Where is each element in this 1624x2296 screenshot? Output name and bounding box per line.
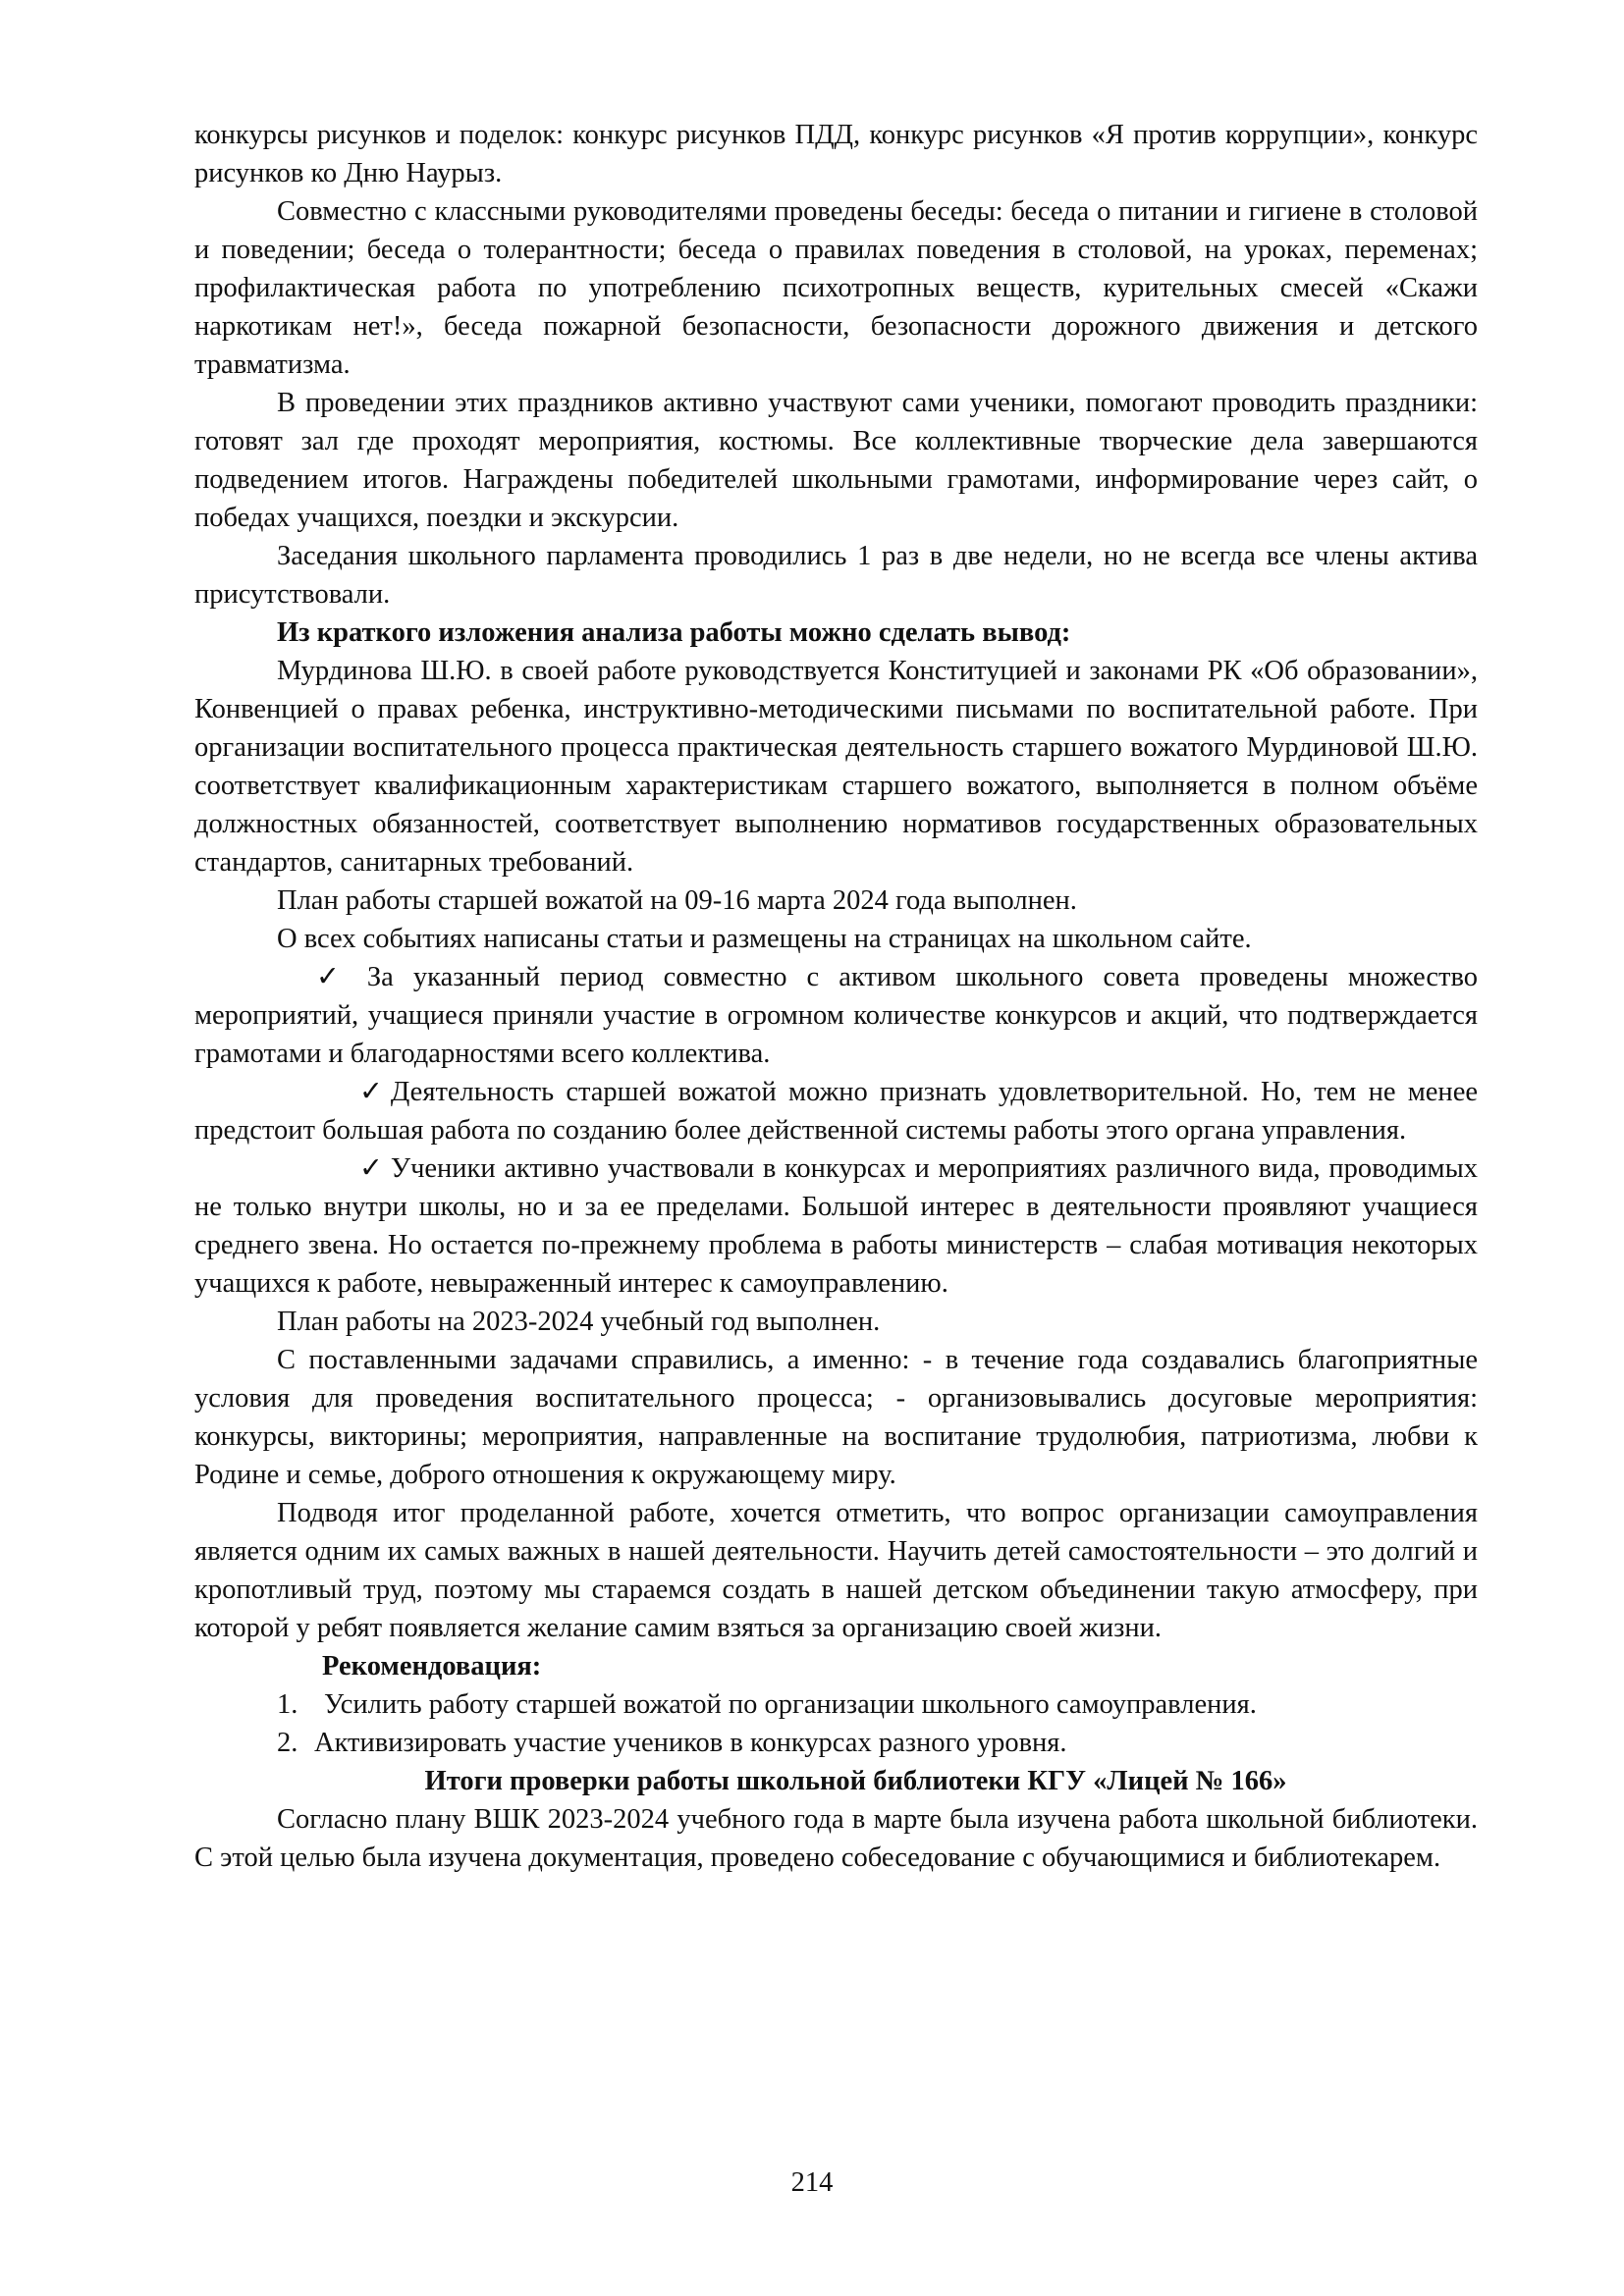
page-number: 214 (790, 2167, 834, 2198)
paragraph-summary: Подводя итог проделанной работе, хочется отметить, что вопрос организации самоуправления является одним их самых важных в нашей деятельности. Научить детей самостоятельности – это долгий и кропотливый труд, поэтому мы стараемся создать в нашей детском объединении такую атмосферу, при которой у ребят появляется желание самим взяться за организацию своей жизни. (194, 1498, 1478, 1643)
paragraph-contests: конкурсы рисунков и поделок: конкурс рисунков ПДД, конкурс рисунков «Я против коррупции», конкурс рисунков ко Дню Наурыз. (194, 120, 1478, 188)
check-item-text: Ученики активно участвовали в конкурсах и мероприятиях различного вида, проводимых не только внутри школы, но и за ее пределами. Большой интерес в деятельности проявляют учащиеся среднего звена. Но остается по-прежнему проблема в работы министерств – слабая мотивация некоторых учащихся к работе, невыраженный интерес к самоуправлению. (194, 1153, 1478, 1299)
recommendation-list (194, 1685, 1478, 1762)
list-number: 1. (277, 1689, 298, 1720)
check-item-text: За указанный период совместно с активом школьного совета проведены множество мероприятий, учащиеся приняли участие в огромном количестве конкурсов и акций, что подтверждается грамотами и благодарностями всего коллектива. (194, 962, 1478, 1069)
check-item (194, 1149, 1478, 1303)
recommendation-item (194, 1685, 1478, 1724)
checkmark-icon: ✓ (359, 1153, 383, 1184)
check-item-text: Деятельность старшей вожатой можно признать удовлетворительной. Но, тем не менее предстоит большая работа по созданию более действенной системы работы этого органа управления. (194, 1077, 1478, 1146)
paragraph-library: Согласно плану ВШК 2023-2024 учебного года в марте была изучена работа школьной библиотеки. С этой целью была изучена документация, проведено собеседование с обучающимися и библиотекарем. (194, 1804, 1478, 1873)
conclusion-heading: Из краткого изложения анализа работы можно сделать вывод: (277, 617, 1071, 648)
paragraph-conversations: Совместно с классными руководителями проведены беседы: беседа о питании и гигиене в столовой и поведении; беседа о толерантности; беседа о правилах поведения в столовой, на уроках, переменах; профилактическая работа по употреблению психотропных веществ, курительных смесей «Скажи наркотикам нет!», беседа пожарной безопасности, безопасности дорожного движения и детского травматизма. (194, 196, 1478, 380)
recommendation-heading: Рекомендовация: (322, 1651, 542, 1682)
check-item (194, 1073, 1478, 1149)
paragraph-murdinova: Мурдинова Ш.Ю. в своей работе руководствуется Конституцией и законами РК «Об образовании», Конвенцией о правах ребенка, инструктивно-методическими письмами по воспитательной работе. При организации воспитательного процесса практическая деятельность старшего вожатого Мурдиновой Ш.Ю. соответствует квалификационным характеристикам старшего вожатого, выполняется в полном объёме должностных обязанностей, соответствует выполнению нормативов государственных образовательных стандартов, санитарных требований. (194, 656, 1478, 878)
recommendation-item (194, 1724, 1478, 1762)
check-item (194, 958, 1478, 1073)
checkmark-icon: ✓ (359, 1077, 383, 1107)
recommendation-text: Активизировать участие учеников в конкурсах разного уровня. (314, 1728, 1067, 1758)
checkmark-icon: ✓ (316, 962, 340, 992)
paragraph-parliament: Заседания школьного парламента проводились 1 раз в две недели, но не всегда все члены актива присутствовали. (194, 541, 1478, 610)
list-number: 2. (277, 1728, 298, 1758)
paragraph-plan-march: План работы старшей вожатой на 09-16 марта 2024 года выполнен. (277, 885, 1077, 916)
document-page (194, 116, 1478, 1877)
paragraph-plan-year: План работы на 2023-2024 учебный год выполнен. (277, 1307, 881, 1337)
paragraph-articles: О всех событиях написаны статьи и размещены на страницах на школьном сайте. (277, 924, 1252, 954)
paragraph-holidays: В проведении этих праздников активно участвуют сами ученики, помогают проводить праздники: готовят зал где проходят мероприятия, костюмы. Все коллективные творческие дела завершаются подведением итогов. Награждены победителей школьными грамотами, информирование через сайт, о победах учащихся, поездки и экскурсии. (194, 388, 1478, 533)
recommendation-text: Усилить работу старшей вожатой по организации школьного самоуправления. (324, 1689, 1257, 1720)
paragraph-tasks: С поставленными задачами справились, а именно: - в течение года создавались благоприятные условия для проведения воспитательного процесса; - организовывались досуговые мероприятия: конкурсы, викторины; мероприятия, направленные на воспитание трудолюбия, патриотизма, любви к Родине и семье, доброго отношения к окружающему миру. (194, 1345, 1478, 1490)
library-section-title: Итоги проверки работы школьной библиотеки КГУ «Лицей № 166» (424, 1766, 1287, 1796)
